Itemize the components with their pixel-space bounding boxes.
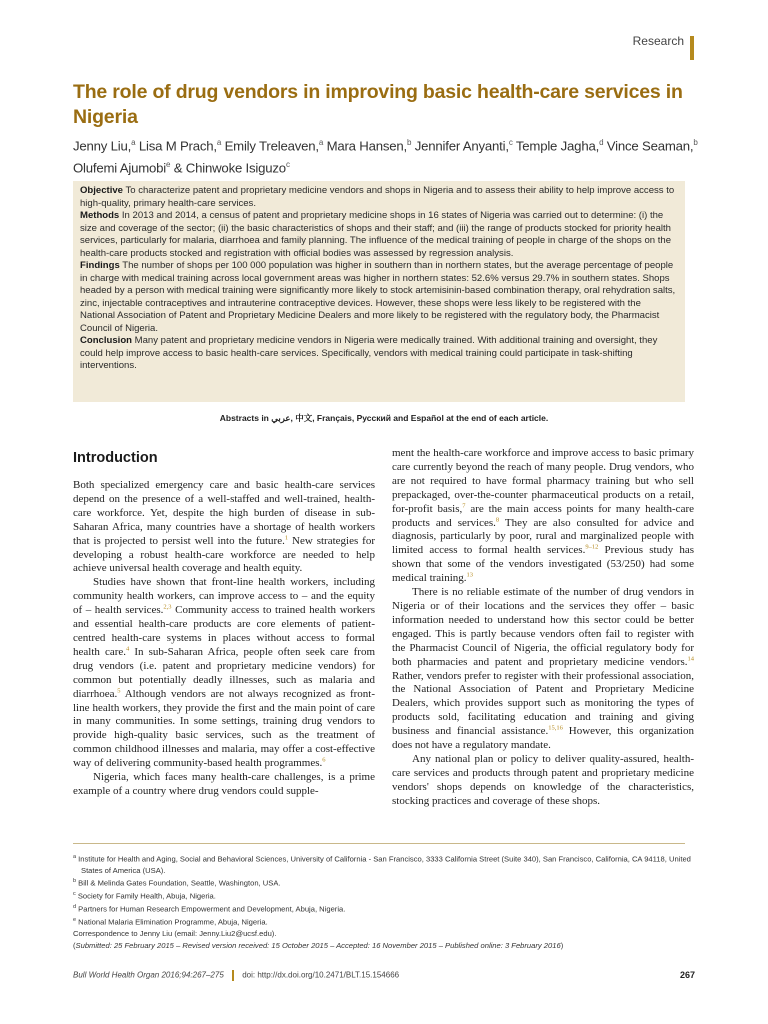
paragraph: Both specialized emergency care and basic health-care services depend on the presence of a well-staffed and well-trained, health-care workforce. Yet, despite the high burden of disease in sub-Saharan Africa, many countries have a shortage of health workers that is projected to persist well into the future.$^1$ New strategies for developing a robust health-care workforce are needed to help achieve universal health coverage and health equity. <box>73 479 375 575</box>
right-column <box>392 447 694 809</box>
section-bar <box>690 36 694 60</box>
objective-text: To characterize patent and proprietary medicine vendors and shops in Nigeria and to assess their ability to help improve access to high-quality, primary health-care services. <box>80 185 675 209</box>
footnote: $^e$ National Malaria Elimination Programme, Abuja, Nigeria. <box>73 917 268 927</box>
section-heading-introduction: Introduction <box>73 450 158 466</box>
footnotes <box>73 852 693 951</box>
page-number: 267 <box>679 970 695 980</box>
paragraph: ment the health-care workforce and improve access to basic primary care currently beyond the reach of many people. Drug vendors, who are not required to have formal pharmacy training but who sell prepackaged, over-the-counter pharmaceutical products on a retail, for-profit basis,$^7$ are the main access points for many health-care products and services.$^8$ They are also consulted for advice and diagnosis, particularly by poor, rural and marginalized people with limited access to formal health services.$^{9-12}$ Previous study has shown that some of the vendors investigated (53/250) had some medical training.$^{13}$ <box>392 447 695 585</box>
doi-link[interactable]: doi: http://dx.doi.org/10.2471/BLT.15.154666 <box>242 970 400 980</box>
findings-text: The number of shops per 100 000 population was higher in southern than in northern states, but the average percentage of people in charge with medical training across local government areas was higher in northern states: 52.6% versus 29.7% in southern states. Shops headed by a person with medical training were significantly more likely to stock artemisinin-based combination therapy, oral rehydration salts, zinc, injectable contraceptives and intrauterine contraceptive devices. However, these shops were less likely to be registered with the National Association of Patent and Proprietary Medicine Dealers and more likely to be registered with the regulatory body, the Pharmacist Council of Nigeria. <box>80 260 676 334</box>
footnote: $^d$ Partners for Human Research Empowerment and Development, Abuja, Nigeria. <box>73 904 346 914</box>
methods-label: Methods <box>80 210 120 221</box>
footer-separator <box>232 970 234 981</box>
page-footer <box>73 970 695 981</box>
footnote-divider <box>73 843 685 844</box>
footnote: $^a$ Institute for Health and Aging, Social and Behavioral Sciences, University of California - San Francisco, 3333 California Street (Suite 340), San Francisco, California, CA 94118, United States of America (USA). <box>73 854 691 875</box>
paragraph: Any national plan or policy to deliver quality-assured, health-care services and products through patent and proprietary medicine vendors' shops depends on knowledge of the characteristics, stocking practices and coverage of these shops. <box>392 752 694 807</box>
journal-citation: Bull World Health Organ 2016;94:267–275 <box>73 970 224 980</box>
methods-text: In 2013 and 2014, a census of patent and proprietary medicine shops in 16 states of Nigeria was carried out to determine: (i) the size and coverage of the sector; (ii) the basic characteristics of shops and their staff; and (iii) the range of products stocked for priority health services, particularly for malaria, diarrhoea and family planning. The influence of the medical training of people in charge of the shops on the health-care products stocked and registration with official bodies was assessed by regression analysis. <box>80 210 672 259</box>
objective-label: Objective <box>80 185 123 196</box>
section-tag: Research <box>632 34 684 48</box>
submission-dates: (Submitted: 25 February 2015 – Revised version received: 15 October 2015 – Accepted: 16 November 2015 – Published online: 3 February 2016) <box>73 940 564 950</box>
conclusion-label: Conclusion <box>80 335 132 346</box>
findings-label: Findings <box>80 260 120 271</box>
author-list: Jenny Liu,$^a$ Lisa M Prach,$^a$ Emily Treleaven,$^a$ Mara Hansen,$^b$ Jennifer Anyanti,$^c$ Temple Jagha,$^d$ Vince Seaman,$^b$ Olufemi Ajumobi$^e$ & Chinwoke Isiguzo$^c$ <box>73 138 698 176</box>
left-column <box>73 447 375 799</box>
article-title: The role of drug vendors in improving basic health-care services in Nigeria <box>73 81 683 128</box>
paragraph: There is no reliable estimate of the number of drug vendors in Nigeria or of their locations and the services they offer – basic information needed to understand how this sector could be better engaged. This is partly because vendors often fail to register with the Pharmacist Council of Nigeria, the official regulatory body for both pharmacies and patent and proprietary medicine vendors.$^{14}$ Rather, vendors prefer to register with their professional association, the National Association of Patent and Proprietary Medicine Dealers, which provides support such as monitoring the types of products sold, facilitating education and training and giving business and financial assistance.$^{15,16}$ However, this organization does not have a regulatory mandate. <box>392 586 694 752</box>
correspondence: Correspondence to Jenny Liu (email: Jenny.Liu2@ucsf.edu). <box>73 929 277 939</box>
paragraph: Studies have shown that front-line health workers, including community health workers, can improve access to – and the equity of – health services.$^{2,3}$ Community access to trained health workers and essential health-care products are core elements of patient-centred health-care systems in places without access to formal health care.$^4$ In sub-Saharan Africa, people often seek care from drug vendors (i.e. patent and proprietary medicine vendors) for common but potentially deadly illnesses, such as malaria and diarrhoea.$^5$ Although vendors are not always recognized as front-line health workers, they provide the first and the main point of care in many communities. In some settings, training drug vendors to provide high-quality basic services, such as the treatment of common childhood illnesses and malaria, may offer a cost-effective way of delivering community-based health programmes.$^6$ <box>73 576 376 770</box>
conclusion-text: Many patent and proprietary medicine vendors in Nigeria were medically trained. With additional training and oversight, they could help improve access to basic health-care services. Specifically, vendors with medical training could participate in task-shifting interventions. <box>80 335 658 371</box>
footnote: $^c$ Society for Family Health, Abuja, Nigeria. <box>73 891 216 901</box>
abstract-box <box>73 181 685 402</box>
paragraph: Nigeria, which faces many health-care challenges, is a prime example of a country where drug vendors could supple- <box>73 771 375 797</box>
abstracts-languages-note: Abstracts in عربي, 中文, Français, Русский and Español at the end of each article. <box>219 413 549 423</box>
footnote: $^b$ Bill & Melinda Gates Foundation, Seattle, Washington, USA. <box>73 878 281 888</box>
